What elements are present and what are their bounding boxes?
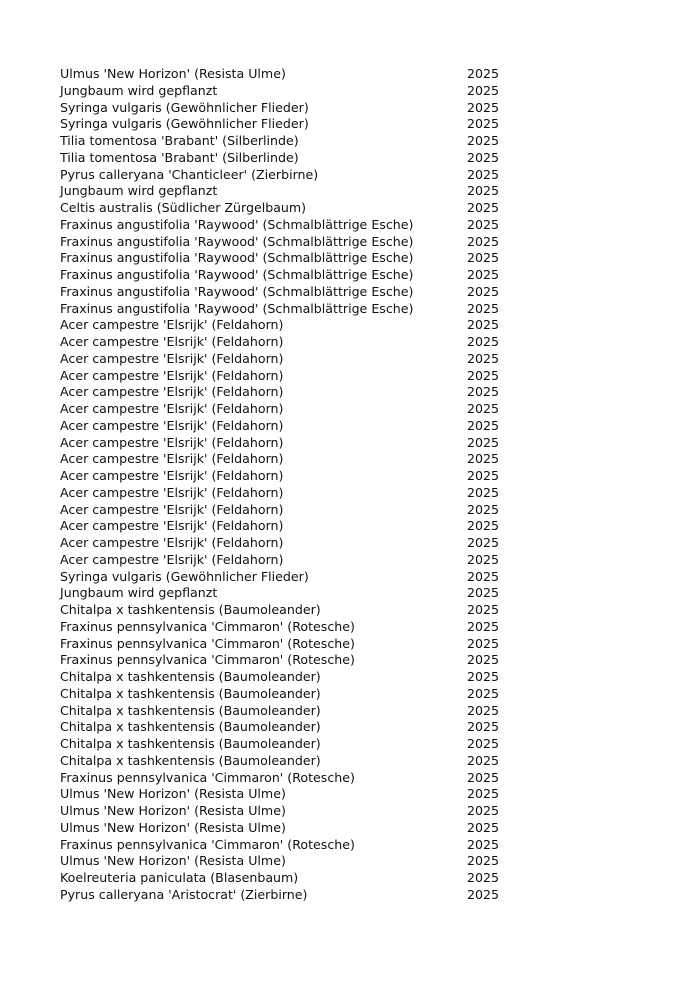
list-item [60, 887, 520, 904]
tree-name: Acer campestre 'Elsrijk' (Feldahorn) [60, 468, 284, 483]
planting-year: 2025 [467, 283, 500, 299]
list-item [60, 116, 520, 133]
planting-year: 2025 [467, 133, 500, 148]
tree-name: Acer campestre 'Elsrijk' (Feldahorn) [60, 451, 284, 467]
planting-year: 2025 [467, 468, 500, 483]
list-item [60, 552, 520, 569]
planting-year: 2025 [467, 602, 500, 617]
planting-year: 2025 [467, 535, 500, 550]
planting-year: 2025 [467, 200, 500, 215]
tree-name: Koelreuteria paniculata (Blasenbaum) [60, 870, 299, 885]
planting-year: 2025 [467, 66, 500, 81]
tree-name: Acer campestre 'Elsrijk' (Feldahorn) [60, 518, 284, 534]
planting-year: 2025 [467, 317, 500, 333]
planting-year: 2025 [467, 635, 500, 651]
list-item [60, 703, 520, 720]
planting-year: 2025 [467, 886, 500, 902]
list-item [60, 435, 520, 452]
list-item [60, 535, 520, 552]
tree-name: Chitalpa x tashkentensis (Baumoleander) [60, 702, 321, 718]
tree-name: Fraxinus pennsylvanica 'Cimmaron' (Rotesche) [60, 652, 355, 668]
tree-name: Acer campestre 'Elsrijk' (Feldahorn) [60, 501, 284, 517]
planting-year: 2025 [467, 434, 500, 450]
list-item [60, 250, 520, 267]
tree-name: Fraxinus angustifolia 'Raywood' (Schmalblättrige Esche) [60, 250, 414, 266]
tree-name: Fraxinus angustifolia 'Raywood' (Schmalblättrige Esche) [60, 283, 414, 299]
planting-year: 2025 [467, 836, 500, 852]
tree-name: Pyrus calleryana 'Aristocrat' (Zierbirne) [60, 886, 308, 902]
list-item [60, 451, 520, 468]
planting-year: 2025 [467, 618, 500, 634]
tree-name: Fraxinus angustifolia 'Raywood' (Schmalblättrige Esche) [60, 267, 414, 282]
list-item [60, 853, 520, 870]
list-item [60, 569, 520, 586]
tree-name: Acer campestre 'Elsrijk' (Feldahorn) [60, 417, 284, 433]
planting-year: 2025 [467, 685, 500, 701]
tree-name: Acer campestre 'Elsrijk' (Feldahorn) [60, 317, 284, 333]
tree-list [60, 66, 520, 904]
list-item [60, 368, 520, 385]
tree-name: Acer campestre 'Elsrijk' (Feldahorn) [60, 401, 284, 416]
tree-name: Fraxinus pennsylvanica 'Cimmaron' (Rotesche) [60, 635, 355, 651]
planting-year: 2025 [467, 116, 500, 132]
tree-name: Fraxinus pennsylvanica 'Cimmaron' (Rotesche) [60, 618, 355, 634]
list-item [60, 66, 520, 83]
tree-name: Ulmus 'New Horizon' (Resista Ulme) [60, 786, 286, 802]
tree-name: Fraxinus angustifolia 'Raywood' (Schmalblättrige Esche) [60, 233, 414, 249]
tree-name: Ulmus 'New Horizon' (Resista Ulme) [60, 66, 286, 81]
tree-name: Fraxinus angustifolia 'Raywood' (Schmalblättrige Esche) [60, 216, 414, 232]
list-item [60, 786, 520, 803]
planting-year: 2025 [467, 786, 500, 802]
list-item [60, 351, 520, 368]
list-item [60, 736, 520, 753]
planting-year: 2025 [467, 82, 500, 98]
planting-year: 2025 [467, 769, 500, 785]
tree-name: Acer campestre 'Elsrijk' (Feldahorn) [60, 367, 284, 383]
list-item [60, 803, 520, 820]
tree-name: Syringa vulgaris (Gewöhnlicher Flieder) [60, 99, 309, 115]
tree-name: Jungbaum wird gepflanzt [60, 183, 218, 199]
list-item [60, 401, 520, 418]
planting-year: 2025 [467, 669, 500, 684]
list-item [60, 200, 520, 217]
tree-name: Fraxinus angustifolia 'Raywood' (Schmalblättrige Esche) [60, 300, 414, 316]
planting-year: 2025 [467, 870, 500, 885]
tree-name: Acer campestre 'Elsrijk' (Feldahorn) [60, 350, 284, 366]
list-item [60, 585, 520, 602]
planting-year: 2025 [467, 300, 500, 316]
tree-name: Ulmus 'New Horizon' (Resista Ulme) [60, 853, 286, 869]
tree-name: Acer campestre 'Elsrijk' (Feldahorn) [60, 384, 284, 400]
list-item [60, 485, 520, 502]
tree-name: Chitalpa x tashkentensis (Baumoleander) [60, 685, 321, 701]
planting-year: 2025 [467, 652, 500, 668]
list-item [60, 167, 520, 184]
planting-year: 2025 [467, 736, 500, 751]
tree-name: Jungbaum wird gepflanzt [60, 82, 218, 98]
planting-year: 2025 [467, 149, 500, 165]
list-item [60, 83, 520, 100]
tree-name: Fraxinus pennsylvanica 'Cimmaron' (Rotesche) [60, 836, 355, 852]
tree-name: Chitalpa x tashkentensis (Baumoleander) [60, 752, 321, 768]
planting-year: 2025 [467, 803, 500, 818]
list-item [60, 133, 520, 150]
list-item [60, 301, 520, 318]
planting-year: 2025 [467, 585, 500, 601]
list-item [60, 518, 520, 535]
tree-name: Acer campestre 'Elsrijk' (Feldahorn) [60, 484, 284, 500]
tree-name: Chitalpa x tashkentensis (Baumoleander) [60, 669, 321, 684]
planting-year: 2025 [467, 568, 500, 584]
tree-name: Ulmus 'New Horizon' (Resista Ulme) [60, 819, 286, 835]
list-item [60, 820, 520, 837]
planting-year: 2025 [467, 518, 500, 534]
tree-name: Pyrus calleryana 'Chanticleer' (Zierbirne) [60, 166, 319, 182]
tree-name: Tilia tomentosa 'Brabant' (Silberlinde) [60, 133, 299, 148]
tree-name: Chitalpa x tashkentensis (Baumoleander) [60, 719, 321, 735]
list-item [60, 619, 520, 636]
planting-year: 2025 [467, 350, 500, 366]
list-item [60, 602, 520, 619]
planting-year: 2025 [467, 384, 500, 400]
list-item [60, 334, 520, 351]
planting-year: 2025 [467, 819, 500, 835]
planting-year: 2025 [467, 401, 500, 416]
tree-name: Syringa vulgaris (Gewöhnlicher Flieder) [60, 568, 309, 584]
planting-year: 2025 [467, 719, 500, 735]
planting-year: 2025 [467, 233, 500, 249]
list-item [60, 284, 520, 301]
list-item [60, 636, 520, 653]
tree-name: Jungbaum wird gepflanzt [60, 585, 218, 601]
planting-year: 2025 [467, 166, 500, 182]
list-item [60, 719, 520, 736]
planting-year: 2025 [467, 702, 500, 718]
planting-year: 2025 [467, 551, 500, 567]
list-item [60, 317, 520, 334]
tree-name: Acer campestre 'Elsrijk' (Feldahorn) [60, 434, 284, 450]
planting-year: 2025 [467, 484, 500, 500]
tree-name: Acer campestre 'Elsrijk' (Feldahorn) [60, 551, 284, 567]
list-item [60, 183, 520, 200]
tree-name: Acer campestre 'Elsrijk' (Feldahorn) [60, 334, 284, 349]
list-item [60, 384, 520, 401]
list-item [60, 234, 520, 251]
list-item [60, 669, 520, 686]
list-item [60, 150, 520, 167]
tree-name: Syringa vulgaris (Gewöhnlicher Flieder) [60, 116, 309, 132]
planting-year: 2025 [467, 250, 500, 266]
planting-year: 2025 [467, 99, 500, 115]
list-item [60, 217, 520, 234]
list-item [60, 418, 520, 435]
list-item [60, 770, 520, 787]
list-item [60, 870, 520, 887]
tree-name: Chitalpa x tashkentensis (Baumoleander) [60, 736, 321, 751]
list-item [60, 267, 520, 284]
tree-name: Chitalpa x tashkentensis (Baumoleander) [60, 602, 321, 617]
tree-name: Celtis australis (Südlicher Zürgelbaum) [60, 200, 307, 215]
list-item [60, 502, 520, 519]
planting-year: 2025 [467, 216, 500, 232]
tree-name: Acer campestre 'Elsrijk' (Feldahorn) [60, 535, 284, 550]
list-item [60, 753, 520, 770]
planting-year: 2025 [467, 367, 500, 383]
list-item [60, 686, 520, 703]
list-item [60, 468, 520, 485]
planting-year: 2025 [467, 451, 500, 467]
planting-year: 2025 [467, 334, 500, 349]
planting-year: 2025 [467, 417, 500, 433]
list-item [60, 100, 520, 117]
planting-year: 2025 [467, 752, 500, 768]
tree-name: Fraxinus pennsylvanica 'Cimmaron' (Rotesche) [60, 769, 355, 785]
planting-year: 2025 [467, 267, 500, 282]
list-item [60, 652, 520, 669]
tree-name: Tilia tomentosa 'Brabant' (Silberlinde) [60, 149, 299, 165]
list-item [60, 837, 520, 854]
planting-year: 2025 [467, 853, 500, 869]
planting-year: 2025 [467, 183, 500, 199]
planting-year: 2025 [467, 501, 500, 517]
tree-name: Ulmus 'New Horizon' (Resista Ulme) [60, 803, 286, 818]
